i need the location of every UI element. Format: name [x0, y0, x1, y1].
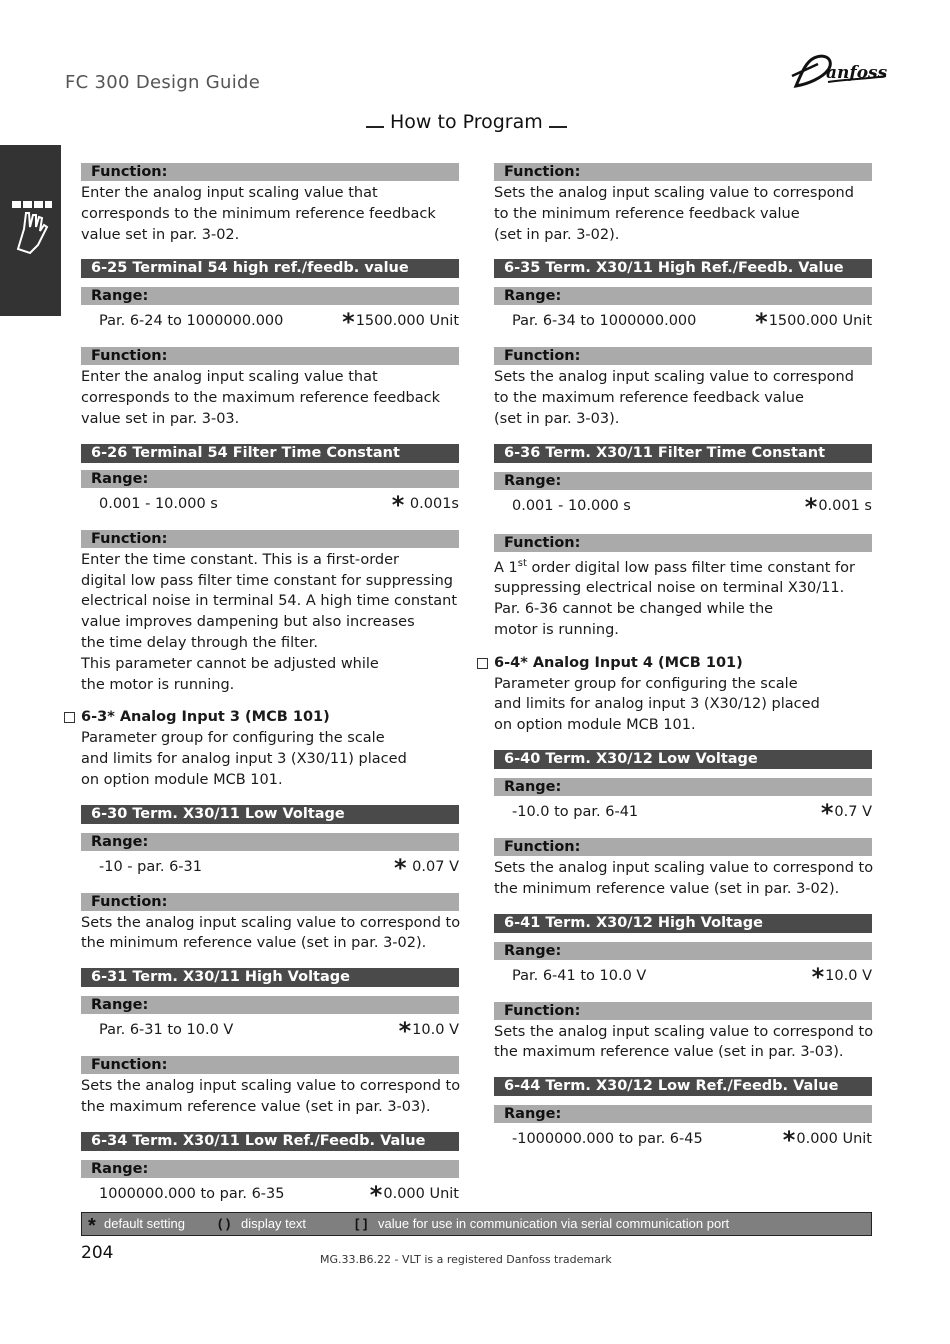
range-row-6-31: Par. 6-31 to 10.0 V *10.0 V: [99, 1017, 459, 1046]
group-description: Parameter group for configuring the scale and limits for analog input 3 (X30/12) placed on option module MCB 101.: [494, 675, 820, 734]
range-row-6-36: 0.001 - 10.000 s *0.001 s: [512, 492, 872, 521]
default-star-icon: *: [804, 492, 818, 521]
range-row-6-44: -1000000.000 to par. 6-45 *0.000 Unit: [512, 1126, 872, 1155]
range-label: Range:: [494, 287, 872, 305]
left-column: [81, 163, 461, 1209]
function-label: Function:: [81, 530, 459, 548]
checkbox-icon: [477, 658, 488, 669]
function-text-6-41: Sets the analog input scaling value to correspond to the maximum reference value (set in par. 3-03).: [494, 1023, 874, 1061]
right-column: [494, 163, 874, 1155]
function-label: Function:: [81, 893, 459, 911]
function-text-6-40: Sets the analog input scaling value to correspond to the minimum reference value (set in par. 3-02).: [494, 859, 874, 897]
svg-text:anfoss: anfoss: [826, 63, 888, 83]
chapter-side-tab: [0, 145, 61, 316]
range-row-6-40: -10.0 to par. 6-41 *0.7 V: [512, 798, 872, 827]
default-star-icon: *: [391, 490, 405, 519]
group-title: 6-3* Analog Input 3 (MCB 101): [81, 709, 330, 726]
function-label: Function:: [494, 347, 872, 365]
group-6-3: [81, 707, 459, 790]
default-star-icon: *: [88, 1215, 96, 1237]
page-number: 204: [81, 1243, 114, 1263]
param-header-6-26: 6-26 Terminal 54 Filter Time Constant: [81, 444, 459, 463]
function-text: Sets the analog input scaling value to correspond to the minimum reference feedback value (set in par. 3-02).: [494, 185, 854, 243]
function-label: Function:: [494, 838, 872, 856]
default-star-icon: *: [811, 962, 825, 991]
function-label: Function:: [494, 163, 872, 181]
function-label: Function:: [81, 1056, 459, 1074]
range-row-6-35: Par. 6-34 to 1000000.000 *1500.000 Unit: [512, 308, 872, 337]
title-dash-left: [366, 126, 384, 128]
function-text-6-26: Enter the time constant. This is a first-order digital low pass filter time constant for suppressing electrical noise in terminal 54. A high time constant value improves dampening but also increases the time delay through the filter. This parameter cannot be adjusted while the motor is running.: [81, 551, 458, 693]
group-6-4: [494, 653, 872, 736]
default-star-icon: *: [342, 308, 355, 337]
range-label: Range:: [81, 470, 459, 488]
param-header-6-34: 6-34 Term. X30/11 Low Ref./Feedb. Value: [81, 1132, 459, 1151]
range-label: Range:: [81, 287, 459, 305]
section-title: How to Program: [360, 111, 573, 133]
range-row-6-34: 1000000.000 to par. 6-35 *0.000 Unit: [99, 1180, 459, 1209]
function-text: Enter the analog input scaling value that corresponds to the minimum reference feedback value set in par. 3-02.: [81, 185, 436, 243]
title-dash-right: [549, 126, 567, 128]
param-header-6-41: 6-41 Term. X30/12 High Voltage: [494, 914, 872, 933]
function-text-6-30: Sets the analog input scaling value to correspond to the minimum reference value (set in par. 3-02).: [81, 914, 461, 952]
param-header-6-40: 6-40 Term. X30/12 Low Voltage: [494, 750, 872, 769]
function-text-6-35: Sets the analog input scaling value to correspond to the maximum reference feedback value (set in par. 3-03).: [494, 369, 854, 427]
function-text-6-25: Enter the analog input scaling value that corresponds to the maximum reference feedback value set in par. 3-03.: [81, 369, 440, 427]
legend-bar: * default setting ( ) display text [ ] value for use in communication via serial communication port: [81, 1212, 872, 1236]
param-header-6-36: 6-36 Term. X30/11 Filter Time Constant: [494, 444, 872, 463]
range-row-6-30: -10 - par. 6-31 * 0.07 V: [99, 853, 459, 882]
param-header-6-31: 6-31 Term. X30/11 High Voltage: [81, 968, 459, 987]
group-description: Parameter group for configuring the scale and limits for analog input 3 (X30/11) placed on option module MCB 101.: [81, 730, 407, 788]
default-star-icon: *: [820, 798, 834, 827]
function-label: Function:: [494, 1002, 872, 1020]
param-header-6-35: 6-35 Term. X30/11 High Ref./Feedb. Value: [494, 259, 872, 278]
range-label: Range:: [494, 472, 872, 490]
default-star-icon: *: [369, 1180, 383, 1209]
range-label: Range:: [494, 778, 872, 796]
default-star-icon: *: [782, 1126, 796, 1155]
range-label: Range:: [81, 833, 459, 851]
range-row-6-25: Par. 6-24 to 1000000.000 *1500.000 Unit: [99, 308, 459, 337]
danfoss-logo: [788, 52, 890, 92]
range-label: Range:: [81, 996, 459, 1014]
range-label: Range:: [494, 1105, 872, 1123]
checkbox-icon: [64, 712, 75, 723]
document-title: FC 300 Design Guide: [65, 72, 261, 93]
group-title: 6-4* Analog Input 4 (MCB 101): [494, 654, 743, 671]
default-star-icon: *: [398, 1017, 412, 1046]
hand-keypad-icon: [10, 197, 54, 257]
function-text-6-36: A 1st order digital low pass filter time constant for suppressing electrical noise on terminal X30/11. Par. 6-36 cannot be changed while the motor is running.: [494, 557, 855, 638]
range-row-6-26: 0.001 - 10.000 s * 0.001s: [99, 490, 459, 519]
function-label: Function:: [81, 347, 459, 365]
function-text-6-31: Sets the analog input scaling value to correspond to the maximum reference value (set in par. 3-03).: [81, 1078, 461, 1115]
range-row-6-41: Par. 6-41 to 10.0 V *10.0 V: [512, 962, 872, 991]
param-header-6-44: 6-44 Term. X30/12 Low Ref./Feedb. Value: [494, 1077, 872, 1096]
function-label: Function:: [494, 534, 872, 552]
param-header-6-25: 6-25 Terminal 54 high ref./feedb. value: [81, 259, 459, 278]
default-star-icon: *: [394, 853, 407, 882]
range-label: Range:: [81, 1160, 459, 1178]
footer-note: MG.33.B6.22 - VLT is a registered Danfoss trademark: [320, 1253, 612, 1266]
function-label: Function:: [81, 163, 459, 181]
param-header-6-30: 6-30 Term. X30/11 Low Voltage: [81, 805, 459, 824]
range-label: Range:: [494, 942, 872, 960]
default-star-icon: *: [755, 308, 768, 337]
